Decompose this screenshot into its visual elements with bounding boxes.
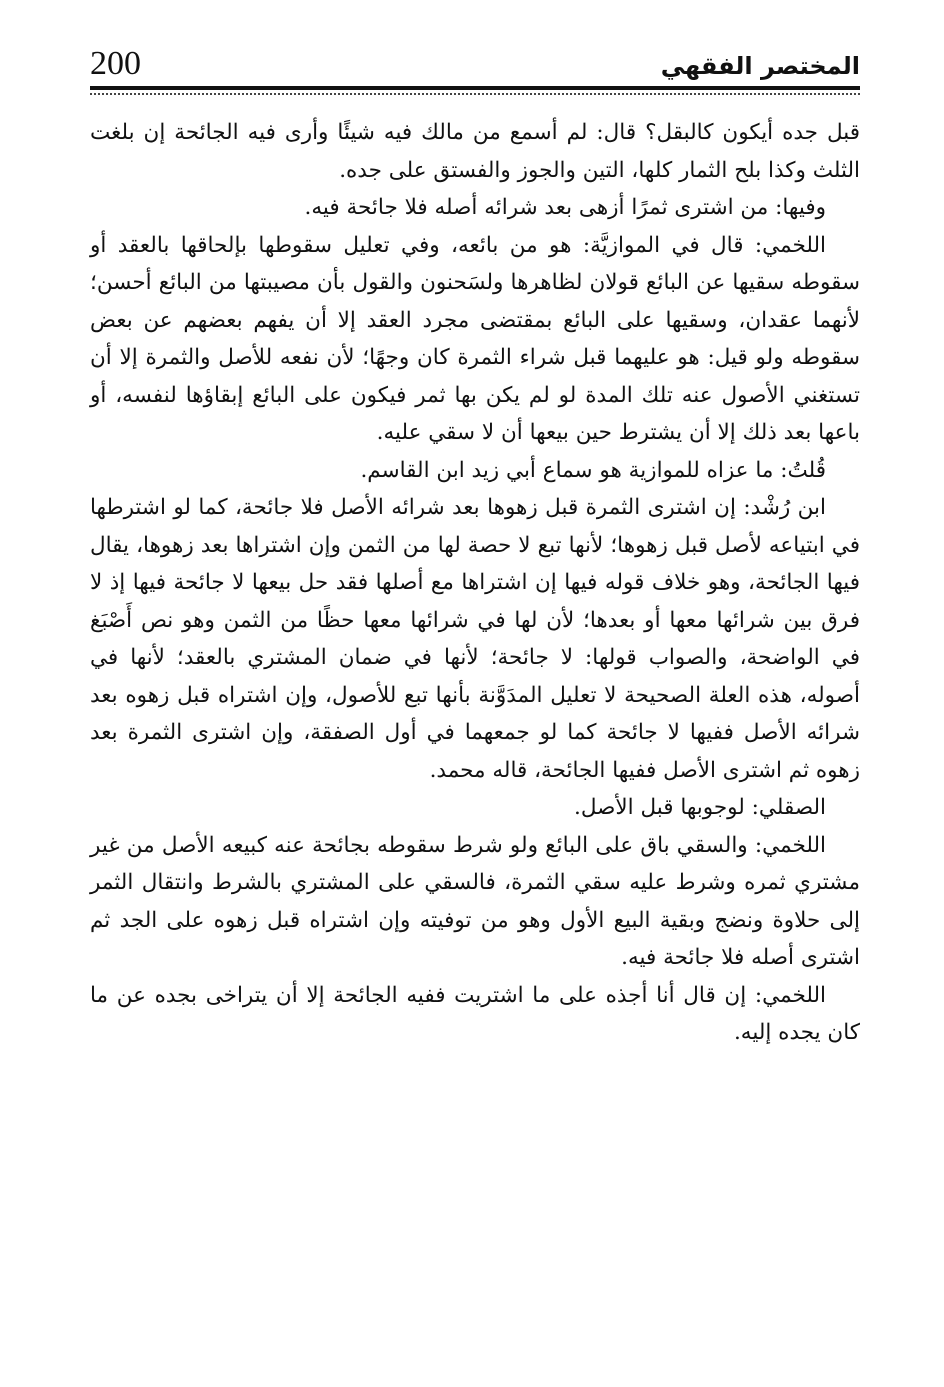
header-rule-dotted (90, 93, 860, 95)
paragraph: الصقلي: لوجوبها قبل الأصل. (574, 795, 826, 820)
header-rule (90, 86, 860, 90)
paragraph: اللخمي: قال في الموازيَّة: هو من بائعه، وفي تعليل سقوطها بإلحاقها بالعقد أو سقوطه سقيها عن البائع قولان لظاهرها ولسَحنون والقول بأن مصيبتها من البائع أحسن؛ لأنهما عقدان، وسقيها على البائع بمقتضى مجرد العقد إلا أن يفهم بعضهم عن بعض سقوطه ولو قيل: هو عليهما قبل شراء الثمرة كان وجهًا؛ لأن نفعه للأصل والثمرة إلا أن تستغني الأصول عنه تلك المدة لو لم يكن بها ثمر فيكون على البائع إبقاؤها لنفسه، أو باعها بعد ذلك إلا أن يشترط حين بيعها أن لا سقي عليه. (90, 232, 860, 445)
paragraph: وفيها: من اشترى ثمرًا أزهى بعد شرائه أصله فلا جائحة فيه. (304, 195, 826, 220)
paragraph: قبل جده أيكون كالبقل؟ قال: لم أسمع من مالك فيه شيئًا وأرى فيه الجائحة إن بلغت الثلث وكذا بلح الثمار كلها، التين والجوز والفستق على جده. (90, 120, 860, 183)
paragraph: اللخمي: والسقي باق على البائع ولو شرط سقوطه بجائحة عنه كبيعه الأصل من غير مشتري ثمره وشرط عليه سقي الثمرة، فالسقي على المشتري بالشرط وانتقال الثمر إلى حلاوة ونضج وبقية البيع الأول وهو من توفيته وإن اشتراه قبل زهوه على الجد ثم اشترى أصله فلا جائحة فيه. (90, 832, 860, 970)
paragraph: اللخمي: إن قال أنا أجذه على ما اشتريت ففيه الجائحة إلا أن يتراخى بجده عن ما كان يجده إليه. (90, 982, 860, 1045)
page-body (90, 114, 860, 1052)
book-page (90, 36, 860, 1052)
book-title: المختصر الفقهي (660, 52, 860, 80)
paragraph: قُلتُ: ما عزاه للموازية هو سماع أبي زيد ابن القاسم. (360, 457, 826, 483)
page-header (90, 36, 860, 92)
page-number: 200 (90, 45, 141, 82)
paragraph: ابن رُشْد: إن اشترى الثمرة قبل زهوها بعد شرائه الأصل فلا جائحة، كما لو اشترطها في ابتياعه لأصل قبل زهوها؛ لأنها تبع لا حصة لها من الثمن وإن اشتراها بعد زهوها، يقال فيها الجائحة، وهو خلاف قوله فيها إن اشتراها مع أصلها فقد حل بيعها لا جائحة فيها إذ لا فرق بين شرائها معها أو بعدها؛ لأن لها في شرائها معها حظًا من الثمن وهو نص أَصْبَغ في الواضحة، والصواب قولها: لا جائحة؛ لأنها في ضمان المشتري بالعقد؛ لأنها في أصوله، هذه العلة الصحيحة لا تعليل المدَوَّنة بأنها تبع للأصول، وإن اشتراه قبل زهوه بعد شرائه الأصل ففيها لا جائحة كما لو جمعهما في أول الصفقة، وإن اشترى الثمرة بعد زهوه ثم اشترى الأصل ففيها الجائحة، قاله محمد. (90, 495, 860, 783)
